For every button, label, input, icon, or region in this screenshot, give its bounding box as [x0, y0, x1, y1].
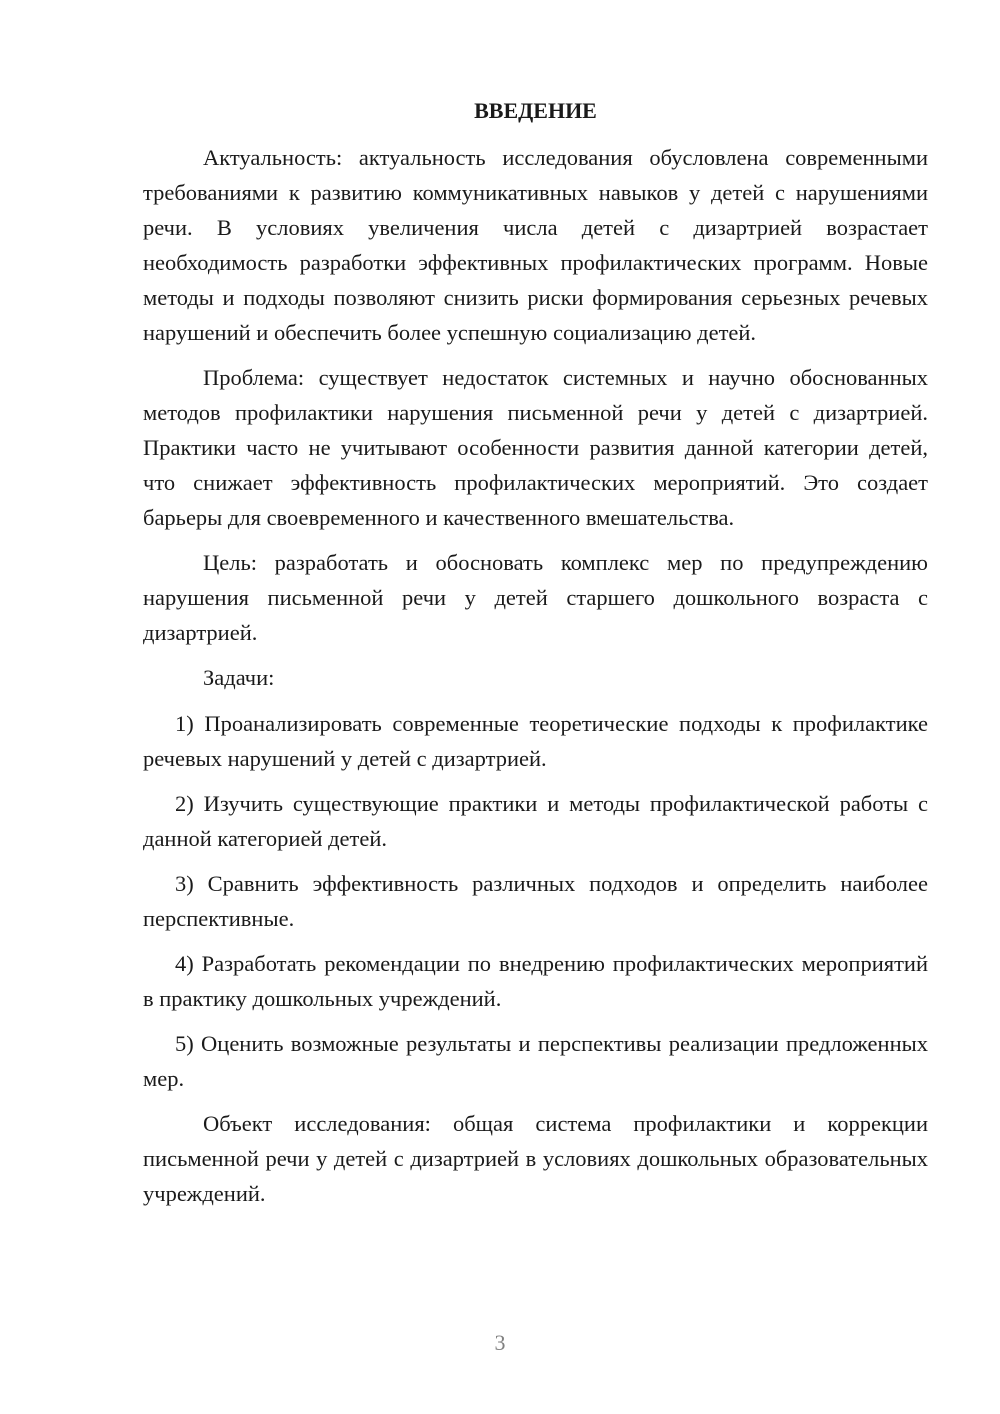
page-number: 3 — [494, 1330, 506, 1355]
task-item-5: 5) Оценить возможные результаты и перспективы реализации предложенных мер. — [143, 1031, 928, 1091]
task-item-3: 3) Сравнить эффективность различных подходов и определить наиболее перспективные. — [143, 871, 928, 931]
relevance-paragraph: Актуальность: актуальность исследования обусловлена современными требованиями к развитию коммуникативных навыков у детей с нарушениями речи. В условиях увеличения числа детей с дизартрией возрастает необходимость разработки эффективных профилактических программ. Новые методы и подходы позволяют снизить риски формирования серьезных речевых нарушений и обеспечить более успешную социализацию детей. — [143, 145, 928, 345]
object-paragraph: Объект исследования: общая система профилактики и коррекции письменной речи у детей с дизартрией в условиях дошкольных образовательных учреждений. — [143, 1111, 928, 1206]
goal-paragraph: Цель: разработать и обосновать комплекс мер по предупреждению нарушения письменной речи у детей старшего дошкольного возраста с дизартрией. — [143, 550, 928, 645]
document-body — [143, 93, 928, 1221]
problem-paragraph: Проблема: существует недостаток системных и научно обоснованных методов профилактики нарушения письменной речи у детей с дизартрией. Практики часто не учитывают особенности развития данной категории детей, что снижает эффективность профилактических мероприятий. Это создает барьеры для своевременного и качественного вмешательства. — [143, 365, 928, 530]
section-heading: ВВЕДЕНИЕ — [474, 98, 597, 123]
task-item-1: 1) Проанализировать современные теоретические подходы к профилактике речевых нарушений у детей с дизартрией. — [143, 711, 928, 771]
tasks-heading: Задачи: — [203, 665, 275, 690]
task-item-4: 4) Разработать рекомендации по внедрению профилактических мероприятий в практику дошкольных учреждений. — [143, 951, 928, 1011]
task-item-2: 2) Изучить существующие практики и методы профилактической работы с данной категорией детей. — [143, 791, 928, 851]
